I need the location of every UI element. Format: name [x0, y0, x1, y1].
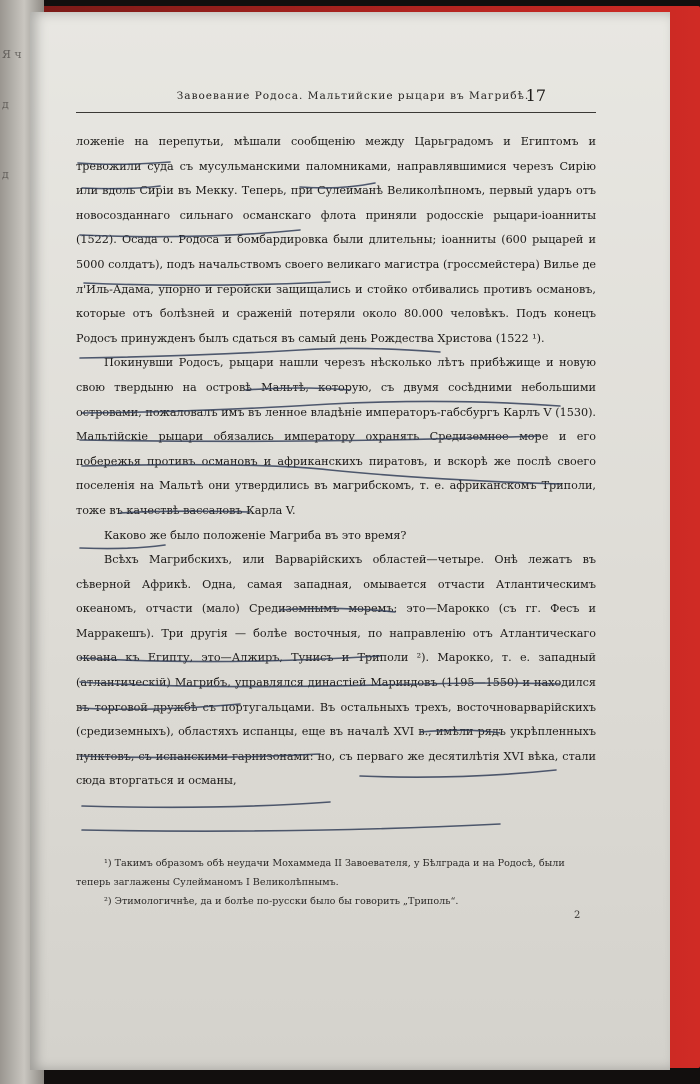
page-number: 17 [525, 86, 546, 105]
body-text [76, 130, 596, 794]
signature-mark: 2 [574, 910, 581, 921]
paragraph: Каково же было положеніе Магриба въ это время? [104, 528, 407, 542]
paragraph: Всѣхъ Магрибскихъ, или Варварійскихъ областей—четыре. Онѣ лежатъ въ сѣверной Африкѣ. Одна, самая западная, омывается отчасти Атлантическимъ океаномъ, отчасти (мало) Средиземнымъ моремъ: это—Марокко (съ гг. Фесъ и Марракешъ). Три другія — болѣе восточныя, по направленію отъ Атлантическаго океана къ Египту, это—Алжиръ, Тунисъ и Триполи ²). Марокко, т. е. западный (атлантическій) Магрибъ, управлялся династіей Мариндовъ (1195—1550) и находился въ торговой дружбѣ съ португальцами. Въ остальныхъ трехъ, восточноварварійскихъ (средиземныхъ), областяхъ испанцы, еще въ началѣ XVI в., имѣли рядъ укрѣпленныхъ пунктовъ, съ испанскими гарнизонами: но, съ перваго же десятилѣтія XVI вѣка, стали сюда вторгаться и османы, [76, 553, 596, 788]
left-page-fragment: д [2, 98, 9, 111]
footnote: ¹) Такимъ образомъ обѣ неудачи Мохаммеда II Завоевателя, у Бѣлграда и на Родосѣ, были теперь заглажены Сулейманомъ I Великолѣпнымъ. [76, 858, 565, 888]
header-rule [76, 112, 596, 113]
left-page-fragment: Я ч [2, 48, 22, 61]
left-page-fragment: д [2, 168, 9, 181]
paragraph: Покинувши Родосъ, рыцари нашли черезъ нѣсколько лѣтъ прибѣжище и новую свою твердыню на островѣ Мальтѣ, которую, съ двумя сосѣдними небольшими островами, пожаловалъ имъ въ ленное владѣніе императоръ-габсбургъ Карлъ V (1530). Мальтійскіе рыцари обязались императору охранять Средиземное море и его побережья противъ османовъ и африканскихъ пиратовъ, и вскорѣ же послѣ своего поселенія на Мальтѣ они утвердились въ магрибскомъ, т. е. африканскомъ Триполи, тоже въ качествѣ вассаловъ Карла V. [76, 356, 596, 517]
footnote: ²) Этимологичнѣе, да и болѣе по-русски было бы говорить „Триполь“. [104, 896, 459, 907]
paragraph: ложеніе на перепутьи, мѣшали сообщенію между Царьградомъ и Египтомъ и тревожили суда съ мусульманскими паломниками, направлявшимися черезъ Сирію или вдоль Сиріи въ Мекку. Теперь, при Сулейманѣ Великолѣпномъ, первый ударъ отъ новосозданнаго сильнаго османскаго флота приняли родосскіе рыцари-іоанниты (1522). Осада о. Родоса и бомбардировка были длительны; іоанниты (600 рыцарей и 5000 солдатъ), подъ начальствомъ своего великаго магистра (гроссмейстера) Вилье де л'Иль-Адама, упорно и геройски защищались и стойко отбивались противъ османовъ, которые отъ болѣзней и сраженій потеряли около 80.000 человѣкъ. Подъ конецъ Родосъ принужденъ былъ сдаться въ самый день Рождества Христова (1522 ¹). [76, 135, 596, 345]
book-page [30, 12, 670, 1070]
running-head: Завоевание Родоса. Мальтийские рыцари въ Магрибѣ. [176, 90, 530, 102]
footnotes [76, 854, 596, 911]
